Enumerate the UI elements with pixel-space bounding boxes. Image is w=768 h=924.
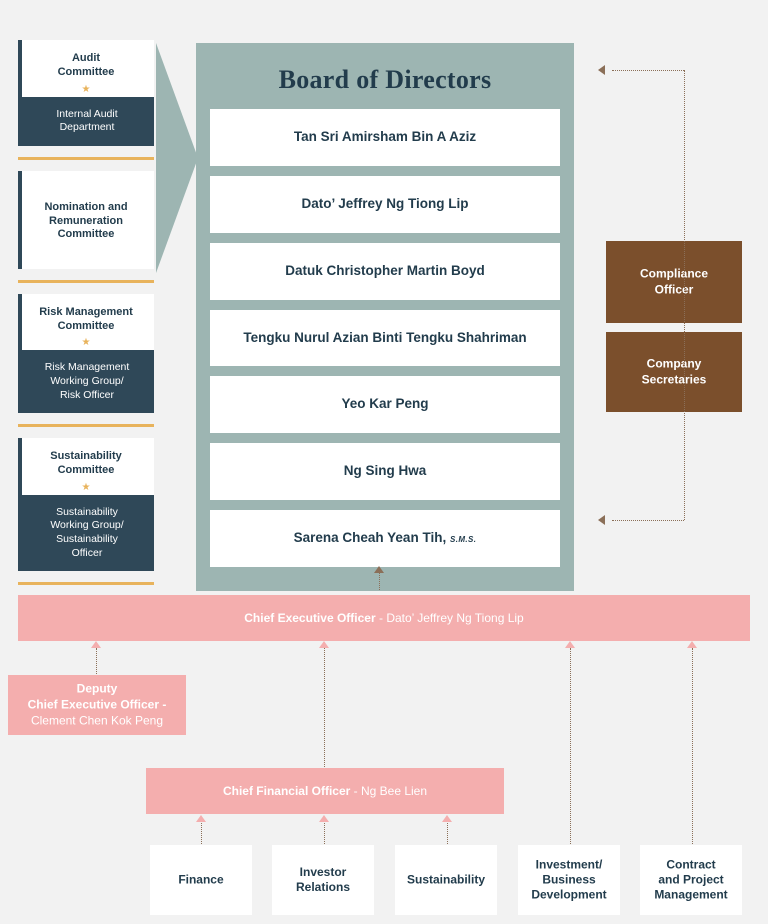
cfo-separator: -	[350, 783, 361, 798]
arrow-up-icon	[687, 641, 697, 648]
department-finance[interactable]	[150, 845, 252, 915]
director-row[interactable]: Tengku Nurul Azian Binti Tengku Shahriman	[210, 310, 560, 367]
cfo-role: Chief Financial Officer	[222, 783, 351, 798]
committee-nomination[interactable]	[18, 171, 154, 269]
deputy-ceo-name: Clement Chen Kok Peng	[30, 714, 164, 729]
director-name: Sarena Cheah Yean Tih,	[293, 530, 447, 546]
committee-divider	[18, 280, 154, 283]
connector-cfo-finance	[201, 821, 202, 844]
board-of-directors-panel	[196, 43, 574, 591]
company-secretaries-label: Company Secretaries	[641, 356, 707, 386]
cfo-box[interactable]	[146, 768, 504, 814]
connector-ceo-investment	[570, 648, 571, 844]
department-finance-label: Finance	[178, 872, 224, 887]
deputy-ceo-box[interactable]	[8, 675, 186, 735]
department-investor-relations-label: Investor Relations	[295, 865, 350, 894]
department-investment-business-development[interactable]	[518, 845, 620, 915]
committee-risk-title: Risk Management Committee	[18, 294, 154, 345]
arrow-up-icon	[196, 815, 206, 822]
department-investment-label: Investment/ Business Development	[531, 857, 607, 902]
committee-risk[interactable]	[18, 294, 154, 413]
arrow-up-icon	[442, 815, 452, 822]
cfo-name: Ng Bee Lien	[360, 783, 428, 798]
star-icon: ★	[81, 337, 91, 349]
cfo-label	[146, 783, 504, 799]
committee-sustainability[interactable]	[18, 438, 154, 571]
committee-audit-sub: Internal Audit Department	[18, 97, 154, 146]
deputy-ceo-role: Deputy Chief Executive Officer -	[27, 681, 167, 712]
company-secretaries-box[interactable]	[606, 332, 742, 412]
committee-divider	[18, 157, 154, 160]
arrow-up-icon	[91, 641, 101, 648]
committee-risk-sub: Risk Management Working Group/ Risk Officer	[18, 350, 154, 413]
connector-board-compliance-horizontal	[612, 70, 684, 71]
arrow-left-icon	[598, 65, 605, 75]
ceo-label	[18, 610, 750, 626]
arrow-up-icon	[565, 641, 575, 648]
director-row[interactable]: Tan Sri Amirsham Bin A Aziz	[210, 109, 560, 166]
compliance-officer-box[interactable]	[606, 241, 742, 323]
connector-ceo-contract	[692, 648, 693, 844]
committee-accent-bar	[18, 171, 22, 269]
arrow-up-icon	[319, 815, 329, 822]
arrow-up-icon	[374, 566, 384, 573]
committee-audit[interactable]	[18, 40, 154, 146]
director-suffix: S.M.S.	[449, 535, 477, 545]
committee-divider	[18, 582, 154, 585]
department-investor-relations[interactable]	[272, 845, 374, 915]
committee-column	[18, 40, 154, 585]
compliance-officer-label: Compliance Officer	[639, 266, 708, 296]
board-title: Board of Directors	[278, 65, 492, 94]
connector-ceo-cfo	[324, 648, 325, 767]
committee-accent-bar	[18, 294, 22, 413]
deputy-ceo-label	[8, 681, 186, 730]
ceo-name: Dato’ Jeffrey Ng Tiong Lip	[386, 610, 524, 625]
connector-cfo-investor-relations	[324, 821, 325, 844]
board-pointer-arrow	[156, 43, 198, 273]
ceo-role: Chief Executive Officer	[244, 610, 376, 625]
connector-ceo-deputy	[96, 648, 97, 674]
department-sustainability[interactable]	[395, 845, 497, 915]
star-icon: ★	[81, 481, 91, 493]
connector-cfo-sustainability	[447, 821, 448, 844]
ceo-separator: -	[375, 610, 387, 625]
ceo-box[interactable]	[18, 595, 750, 641]
department-contract-label: Contract and Project Management	[654, 857, 728, 902]
director-row[interactable]: Ng Sing Hwa	[210, 443, 560, 500]
connector-right-vertical	[684, 70, 685, 520]
star-icon: ★	[81, 83, 91, 95]
committee-divider	[18, 424, 154, 427]
director-row[interactable]: Dato’ Jeffrey Ng Tiong Lip	[210, 176, 560, 233]
committee-sustainability-sub: Sustainability Working Group/ Sustainability Officer	[18, 495, 154, 572]
arrow-left-icon	[598, 515, 605, 525]
department-contract-project-management[interactable]	[640, 845, 742, 915]
arrow-up-icon	[319, 641, 329, 648]
director-row[interactable]: Yeo Kar Peng	[210, 376, 560, 433]
committee-nomination-title: Nomination and Remuneration Committee	[18, 171, 154, 253]
committee-accent-bar	[18, 40, 22, 146]
department-sustainability-label: Sustainability	[406, 872, 486, 887]
committee-sustainability-title: Sustainability Committee	[18, 438, 154, 489]
committee-audit-title: Audit Committee	[18, 40, 154, 91]
director-row[interactable]: Datuk Christopher Martin Boyd	[210, 243, 560, 300]
connector-board-ceo	[379, 572, 380, 590]
director-row[interactable]	[210, 510, 560, 567]
committee-accent-bar	[18, 438, 22, 571]
connector-board-secretaries-horizontal	[612, 520, 684, 521]
